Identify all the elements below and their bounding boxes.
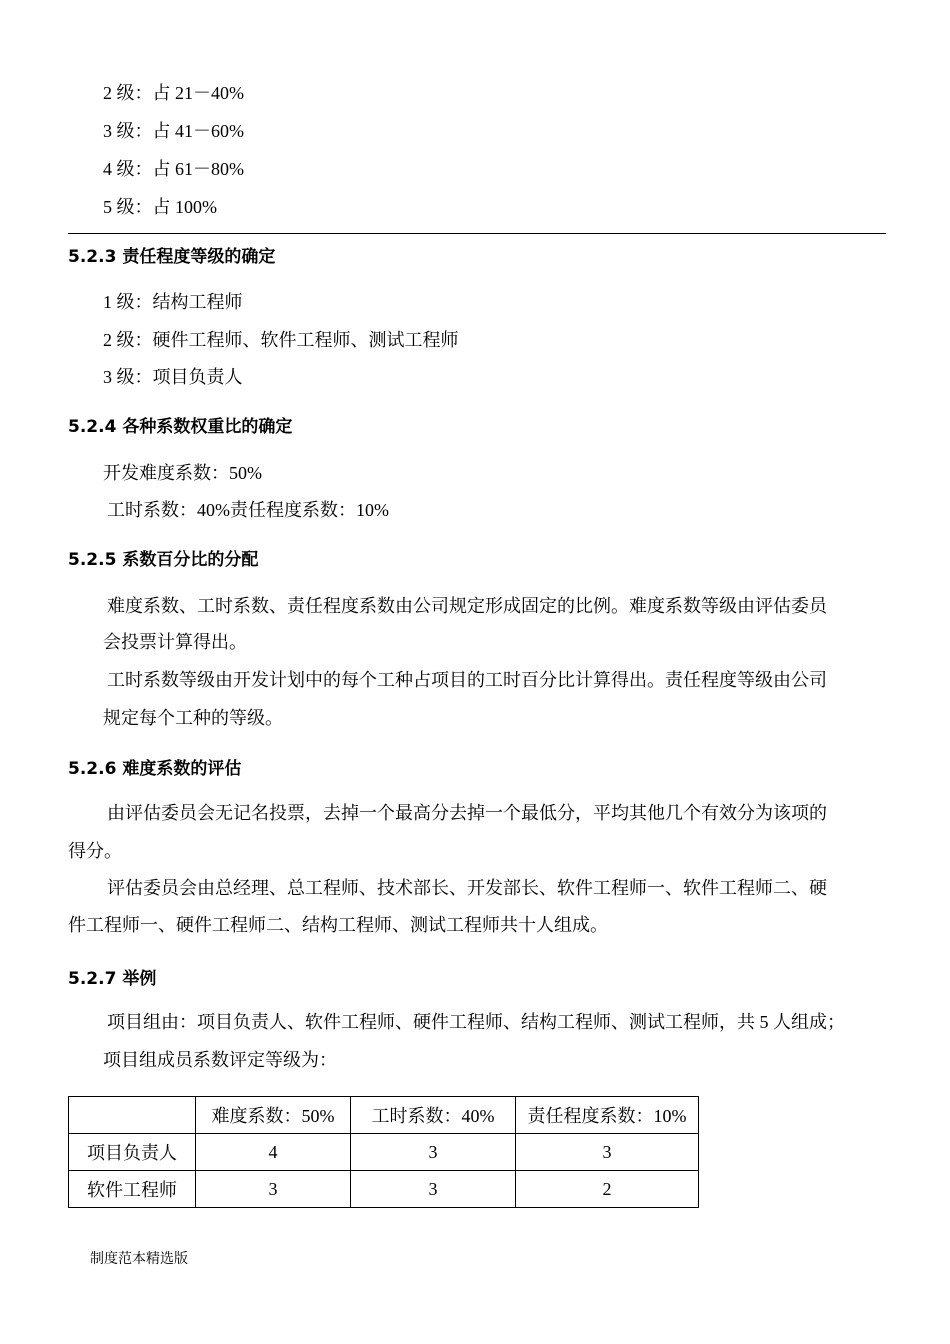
table-header-cell: 难度系数：50% (196, 1097, 351, 1134)
table-cell: 3 (516, 1134, 699, 1171)
level-5: 5 级：占 100% (103, 197, 217, 217)
section-5-2-7-heading: 5.2.7 举例 (68, 969, 157, 989)
table-row (69, 1171, 699, 1208)
table-cell: 3 (351, 1134, 516, 1171)
table-header-cell: 工时系数：40% (351, 1097, 516, 1134)
allocation-line-4: 规定每个工种的等级。 (103, 708, 283, 728)
table-header-row (69, 1097, 699, 1134)
responsibility-level-3: 3 级：项目负责人 (103, 367, 243, 387)
responsibility-level-2: 2 级：硬件工程师、软件工程师、测试工程师 (103, 330, 459, 350)
member-grade-table (68, 1096, 699, 1208)
table-row (69, 1134, 699, 1171)
table-cell: 3 (196, 1171, 351, 1208)
table-cell: 4 (196, 1134, 351, 1171)
table-cell: 软件工程师 (69, 1171, 196, 1208)
table-header-cell: 责任程度系数：10% (516, 1097, 699, 1134)
table-cell: 3 (351, 1171, 516, 1208)
allocation-line-1: 难度系数、工时系数、责任程度系数由公司规定形成固定的比例。难度系数等级由评估委员 (107, 596, 827, 616)
table-header-cell (69, 1097, 196, 1134)
allocation-line-2: 会投票计算得出。 (103, 632, 247, 652)
evaluation-line-3: 评估委员会由总经理、总工程师、技术部长、开发部长、软件工程师一、软件工程师二、硬 (107, 878, 827, 898)
evaluation-line-2: 得分。 (68, 841, 122, 861)
level-3: 3 级：占 41－60% (103, 121, 244, 141)
horizontal-divider (68, 233, 886, 234)
example-line-2: 项目组成员系数评定等级为： (103, 1050, 337, 1070)
section-5-2-6-heading: 5.2.6 难度系数的评估 (68, 759, 242, 779)
evaluation-line-1: 由评估委员会无记名投票，去掉一个最高分去掉一个最低分，平均其他几个有效分为该项的 (107, 803, 827, 823)
section-5-2-5-heading: 5.2.5 系数百分比的分配 (68, 550, 259, 570)
section-5-2-3-heading: 5.2.3 责任程度等级的确定 (68, 247, 276, 267)
level-4: 4 级：占 61－80% (103, 159, 244, 179)
table-cell: 2 (516, 1171, 699, 1208)
page-footer: 制度范本精选版 (90, 1252, 188, 1267)
weight-line-2: 工时系数：40%责任程度系数：10% (107, 500, 389, 520)
example-line-1: 项目组由：项目负责人、软件工程师、硬件工程师、结构工程师、测试工程师，共 5 人组成； (107, 1012, 845, 1032)
table-cell: 项目负责人 (69, 1134, 196, 1171)
level-2: 2 级：占 21－40% (103, 83, 244, 103)
evaluation-line-4: 件工程师一、硬件工程师二、结构工程师、测试工程师共十人组成。 (68, 915, 608, 935)
weight-line-1: 开发难度系数：50% (103, 463, 262, 483)
section-5-2-4-heading: 5.2.4 各种系数权重比的确定 (68, 417, 293, 437)
allocation-line-3: 工时系数等级由开发计划中的每个工种占项目的工时百分比计算得出。责任程度等级由公司 (107, 670, 827, 690)
responsibility-level-1: 1 级：结构工程师 (103, 292, 243, 312)
